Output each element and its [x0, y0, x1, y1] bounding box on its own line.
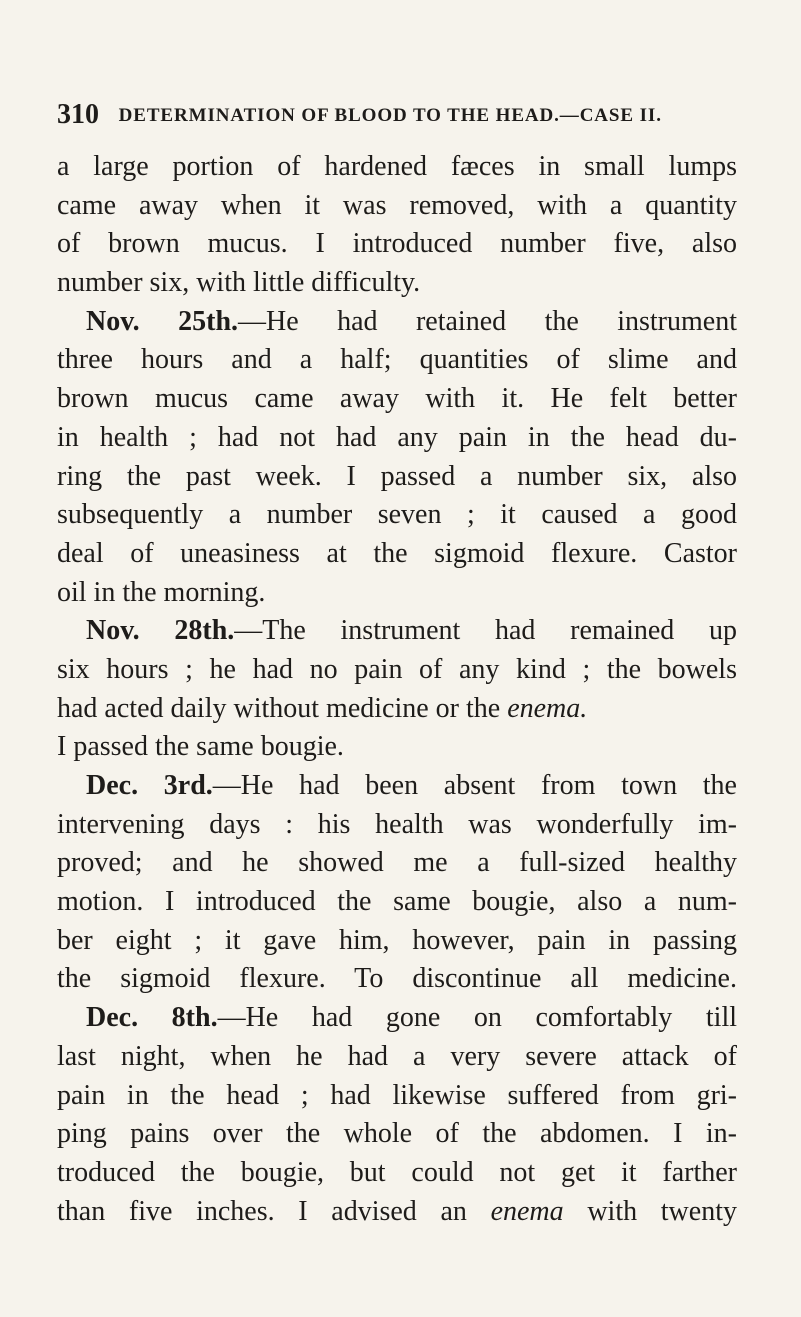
text-line [57, 690, 737, 729]
text-line [57, 303, 737, 342]
line-text: pain in the head ; had likewise suffered from gri- [57, 1079, 737, 1111]
text-line [57, 922, 737, 961]
line-text: with twenty [563, 1195, 737, 1227]
text-line [57, 806, 737, 845]
line-text: —He had retained the instrument [238, 305, 737, 337]
line-text: of brown mucus. I introduced number five, also [57, 228, 737, 260]
line-text: came away when it was removed, with a quantity [57, 189, 737, 221]
text-line [57, 458, 737, 497]
text-line [57, 187, 737, 226]
line-text: had acted daily without medicine or the [57, 692, 508, 724]
line-text: —He had gone on comfortably till [217, 1002, 737, 1034]
line-text: proved; and he showed me a full-sized healthy [57, 847, 737, 879]
line-text: subsequently a number seven ; it caused a good [57, 499, 737, 531]
entry-date: Nov. 28th. [86, 615, 235, 647]
line-text: deal of uneasiness at the sigmoid flexure. Castor [57, 537, 737, 569]
line-text: oil in the morning. [57, 576, 266, 608]
text-line [57, 419, 737, 458]
italic-term: enema. [507, 692, 588, 724]
text-line [57, 1077, 737, 1116]
line-text: than five inches. I advised an [57, 1195, 491, 1227]
line-text: number six, with little difficulty. [57, 267, 421, 299]
text-line [57, 225, 737, 264]
entry-date: Nov. 25th. [86, 305, 239, 337]
italic-term: enema [490, 1195, 564, 1227]
running-header [57, 99, 747, 131]
line-text: a large portion of hardened fæces in small lumps [57, 151, 737, 182]
text-line [57, 728, 737, 767]
text-line [57, 767, 737, 806]
text-line [57, 883, 737, 922]
line-text: last night, when he had a very severe attack of [57, 1040, 737, 1072]
text-line [57, 999, 737, 1038]
line-text: —The instrument had remained up [234, 615, 737, 647]
text-line [57, 844, 737, 883]
text-line [57, 1193, 737, 1232]
line-text: ring the past week. I passed a number six, also [57, 460, 737, 492]
line-text: in health ; had not had any pain in the head du- [57, 421, 737, 453]
text-line [57, 651, 737, 690]
line-text: intervening days : his health was wonderfully im- [57, 808, 737, 840]
text-line [57, 341, 737, 380]
line-text: I passed the same bougie. [57, 731, 344, 763]
line-text: motion. I introduced the same bougie, also a num- [57, 886, 737, 918]
line-text: six hours ; he had no pain of any kind ; the bowels [57, 653, 737, 685]
line-text: the sigmoid flexure. To discontinue all medicine. [57, 963, 737, 995]
line-text: three hours and a half; quantities of slime and [57, 344, 737, 376]
text-line [57, 612, 737, 651]
line-text: —He had been absent from town the [212, 770, 737, 801]
text-line [57, 1038, 737, 1077]
line-text: ping pains over the whole of the abdomen. I in- [57, 1118, 737, 1150]
text-line [57, 496, 737, 535]
text-line [57, 574, 737, 613]
running-title: DETERMINATION OF BLOOD TO THE HEAD.—CASE II. [118, 105, 662, 126]
text-line [57, 148, 737, 187]
line-text: troduced the bougie, but could not get it farther [57, 1156, 737, 1188]
text-line [57, 1154, 737, 1193]
text-line [57, 380, 737, 419]
entry-date: Dec. 8th. [86, 1002, 218, 1034]
text-line [57, 1115, 737, 1154]
text-line [57, 535, 737, 574]
line-text: ber eight ; it gave him, however, pain in passing [57, 924, 737, 956]
line-text: brown mucus came away with it. He felt better [57, 383, 737, 415]
entry-date: Dec. 3rd. [86, 770, 213, 801]
text-line [57, 960, 737, 999]
text-line [57, 264, 737, 303]
page-number: 310 [57, 99, 99, 130]
body-text [57, 148, 737, 1231]
